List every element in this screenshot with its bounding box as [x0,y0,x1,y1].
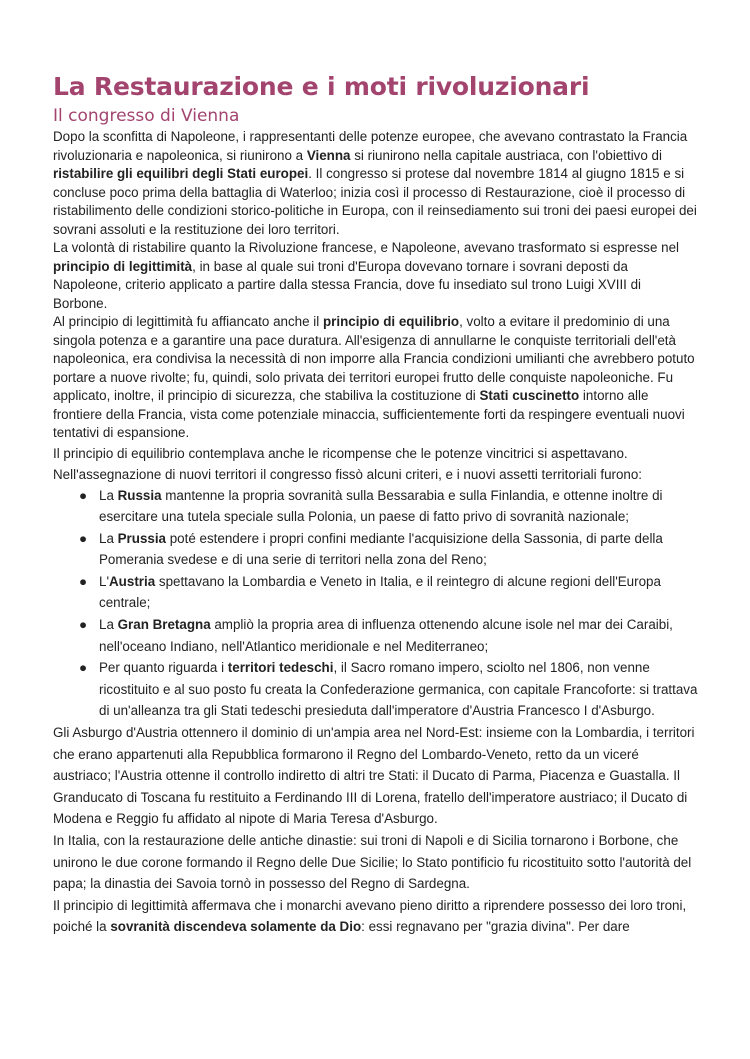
bold-term: territori tedeschi [227,660,334,676]
paragraph-legittimita: La volontà di ristabilire quanto la Rivoluzione francese, e Napoleone, avevano trasformato si espresse nel principio di legittimità, in base al quale sui troni d'Europa dovevano tornare i sovrani deposti da Napoleone, criterio applicato a partire dalla stessa Francia, dove fu insediato sul trono Luigi XVIII di Borbone. [53,240,679,311]
list-item: ● La Russia mantenne la propria sovranità sulla Bessarabia e sulla Finlandia, e ottenne inoltre di esercitare una tutela speciale sulla Polonia, un paese di fatto privo di sovranità nazionale; [53,485,698,528]
bold-term: Austria [109,573,156,589]
bullet-icon: ● [79,487,88,503]
section-heading: Il congresso di Vienna [53,106,240,126]
bold-term: principio di equilibrio [322,314,460,329]
paragraph-vienna: Dopo la sconfitta di Napoleone, i rappresentanti delle potenze europee, che avevano contrastato la Francia rivoluzionaria e napoleonica, si riunirono a Vienna si riunirono nella capitale austriaca, con l'obiettivo di ristabilire gli equilibri degli Stati europei. Il congresso si protese dal novembre 1814 al giugno 1815 e si concluse poco prima della battaglia di Waterloo; inizia così il processo di Restaurazione, cioè il processo di ristabilimento delle condizioni storico-politiche in Europa, con il reinsediamento sui troni dei paesi europei dei sovrani assoluti e la restituzione dei loro territori. [53,129,697,237]
bold-term: Stati cuscinetto [479,388,580,403]
bold-term: ristabilire gli equilibri degli Stati europei [53,166,309,181]
bullet-icon: ● [79,530,88,546]
paragraph-asburgo: Gli Asburgo d'Austria ottennero il dominio di un'ampia area nel Nord-Est: insieme con la Lombardia, i territori che erano appartenuti alla Repubblica formarono il Regno del Lombardo-Veneto, retto da un viceré austriaco; l'Austria ottenne il controllo indiretto di altri tre Stati: il Ducato di Parma, Piacenza e Guastalla. Il Granducato di Toscana fu restituito a Ferdinando III di Lorena, fratello dell'imperatore austriaco; il Ducato di Modena e Reggio fu affidato al nipote di Maria Teresa d'Asburgo. [53,725,695,827]
paragraph-criteri: Nell'assegnazione di nuovi territori il congresso fissò alcuni criteri, e i nuovi assetti territoriali furono: [53,466,643,482]
list-item: ● La Prussia poté estendere i propri confini mediante l'acquisizione della Sassonia, di parte della Pomerania svedese e di una serie di territori nella zona del Reno; [53,528,698,571]
bullet-icon: ● [79,617,88,633]
bullet-icon: ● [79,573,88,589]
paragraph-italia: In Italia, con la restaurazione delle antiche dinastie: sui troni di Napoli e di Sicilia tornarono i Borbone, che unirono le due corone formando il Regno delle Due Sicilie; lo Stato pontificio fu ricostituito sotto l'autorità del papa; la dinastia dei Savoia tornò in possesso del Regno di Sardegna. [53,833,692,892]
bold-term: Prussia [117,530,167,546]
paragraph-ricompense: Il principio di equilibrio contemplava anche le ricompense che le potenze vincitrici si aspettavano. [53,445,628,461]
list-item: ● La Gran Bretagna ampliò la propria area di influenza ottenendo alcune isole nel mar dei Caraibi, nell'oceano Indiano, nell'Atlantico meridionale e nel Mediterraneo; [53,614,698,657]
list-item: ● Per quanto riguarda i territori tedeschi, il Sacro romano impero, sciolto nel 1806, non venne ricostituito e al suo posto fu creata la Confederazione germanica, con capitale Francoforte: si trattava di un'alleanza tra gli Stati tedeschi presieduta dall'imperatore d'Austria Francesco I d'Asburgo. [53,657,698,722]
bold-term: Russia [117,487,162,503]
bold-term: principio di legittimità [53,258,193,274]
page-title: La Restaurazione e i moti rivoluzionari [53,72,590,101]
paragraph-grazia-divina: Il principio di legittimità affermava che i monarchi avevano pieno diritto a riprendere possesso dei loro troni, poiché la sovranità discendeva solamente da Dio: essi regnavano per "grazia divina". Per dare [53,897,687,935]
bold-term: Vienna [306,147,351,163]
territories-list [53,485,698,723]
list-item: ● L'Austria spettavano la Lombardia e Veneto in Italia, e il reintegro di alcune regioni dell'Europa centrale; [53,571,698,614]
bold-term: sovranità discendeva solamente da Dio [110,919,362,935]
bold-term: Gran Bretagna [117,617,211,633]
paragraph-equilibrio: Al principio di legittimità fu affiancato anche il principio di equilibrio, volto a evitare il predominio di una singola potenza e a garantire una pace duratura. All'esigenza di annullarne le conquiste territoriali dell'età napoleonica, era condivisa la necessità di non imporre alla Francia condizioni umilianti che avrebbero potuto portare a nuove rivolte; fu, quindi, solo privata dei territori europei frutto delle conquiste napoleoniche. Fu applicato, inoltre, il principio di sicurezza, che stabiliva la costituzione di Stati cuscinetto intorno alle frontiere della Francia, vista come potenziale minaccia, sufficientemente forti da respingere eventuali nuovi tentativi di espansione. [53,314,695,440]
bullet-icon: ● [79,660,88,676]
document-page [53,70,698,938]
